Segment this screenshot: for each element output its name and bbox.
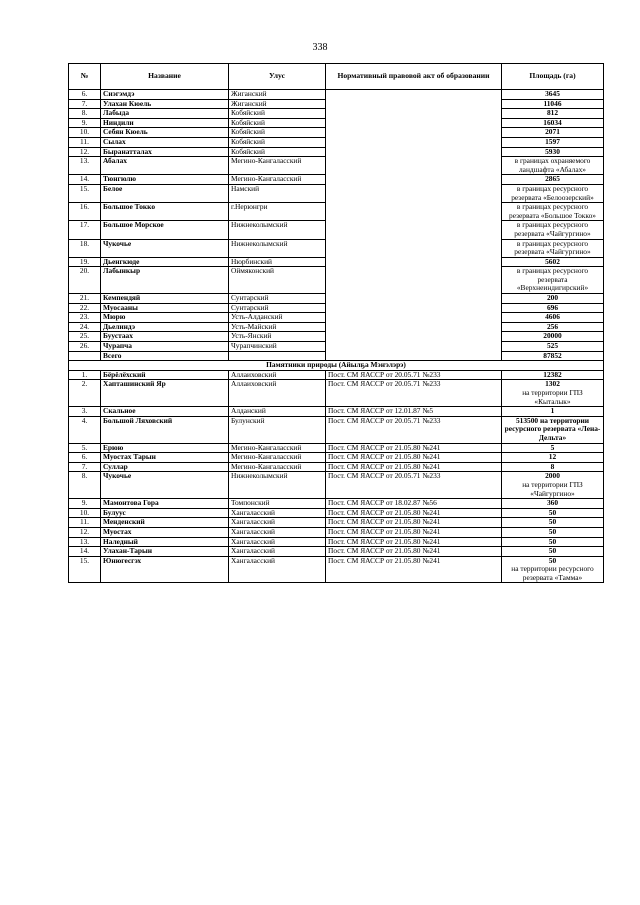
row-act: Пост. СМ ЯАССР от 21.05.80 №241 — [326, 462, 502, 472]
row-ulus: Аллаиховский — [229, 370, 326, 380]
lakes-section-body — [69, 90, 604, 361]
total-area: 87852 — [502, 351, 604, 361]
row-ulus: Усть-Янский — [229, 332, 326, 342]
row-name: Улахан-Тарын — [101, 547, 229, 557]
row-ulus: Хангаласский — [229, 527, 326, 537]
row-act: Пост. СМ ЯАССР от 20.05.71 №233 — [326, 416, 502, 443]
row-ulus: Мегино-Кангаласский — [229, 157, 326, 175]
row-area: 12 — [502, 453, 604, 463]
table-header-row — [69, 64, 604, 90]
row-number: 10. — [69, 128, 101, 138]
row-ulus: Кобяйский — [229, 118, 326, 128]
row-ulus: Чурапчинский — [229, 342, 326, 352]
row-area — [502, 380, 604, 407]
row-number: 13. — [69, 157, 101, 175]
row-name: Чукочье — [101, 472, 229, 499]
row-area: 4606 — [502, 313, 604, 323]
row-number: 19. — [69, 257, 101, 267]
row-name: Тюнгюлю — [101, 175, 229, 185]
row-name: Лабынкыр — [101, 267, 229, 294]
row-name: Мамонтова Гора — [101, 499, 229, 509]
row-area-value: 50 — [548, 556, 557, 565]
row-name: Бёрёлёхский — [101, 370, 229, 380]
row-name: Мюрю — [101, 313, 229, 323]
row-area-note: на территории ГПЗ «Кыталык» — [522, 388, 583, 406]
row-name: Менденский — [101, 518, 229, 528]
row-area: в границах охраняемого ландшафта «Абалах» — [502, 157, 604, 175]
row-number: 8. — [69, 472, 101, 499]
row-ulus: Сунтарский — [229, 294, 326, 304]
row-area: 50 — [502, 508, 604, 518]
section-title: Памятники природы (Айылҕа Мэҥэлэрэ) — [69, 361, 604, 371]
row-ulus: Мегино-Кангаласский — [229, 443, 326, 453]
row-name: Суллар — [101, 462, 229, 472]
row-area: в границах ресурсного резервата «Верхнеиндигирский» — [502, 267, 604, 294]
row-name: Дьенгкюде — [101, 257, 229, 267]
header-area: Площадь (га) — [502, 64, 604, 90]
row-act-merged — [326, 90, 502, 361]
header-act: Нормативный правовой акт об образовании — [326, 64, 502, 90]
row-name: Муосааны — [101, 303, 229, 313]
row-ulus: Сунтарский — [229, 303, 326, 313]
row-ulus: Мегино-Кангаласский — [229, 462, 326, 472]
row-name: Сылах — [101, 137, 229, 147]
row-ulus: г.Нерюнгри — [229, 203, 326, 221]
row-ulus: Усть-Алданский — [229, 313, 326, 323]
row-number: 9. — [69, 118, 101, 128]
row-name: Буустаах — [101, 332, 229, 342]
row-area: 200 — [502, 294, 604, 304]
table-row — [69, 472, 604, 499]
row-number: 10. — [69, 508, 101, 518]
table-row — [69, 380, 604, 407]
row-act: Пост. СМ ЯАССР от 21.05.80 №241 — [326, 537, 502, 547]
row-area: 696 — [502, 303, 604, 313]
row-number: 15. — [69, 184, 101, 202]
table-row — [69, 453, 604, 463]
row-ulus: Нюрбинский — [229, 257, 326, 267]
row-area: 5 — [502, 443, 604, 453]
row-ulus: Хангаласский — [229, 556, 326, 583]
row-number: 12. — [69, 147, 101, 157]
row-area: 50 — [502, 518, 604, 528]
row-act: Пост. СМ ЯАССР от 21.05.80 №241 — [326, 547, 502, 557]
row-name: Дьелиндэ — [101, 322, 229, 332]
row-ulus: Томпонский — [229, 499, 326, 509]
row-name: Белое — [101, 184, 229, 202]
row-area: 2071 — [502, 128, 604, 138]
row-name: Чурапча — [101, 342, 229, 352]
row-name: Ниндили — [101, 118, 229, 128]
row-ulus: Кобяйский — [229, 137, 326, 147]
row-act: Пост. СМ ЯАССР от 21.05.80 №241 — [326, 453, 502, 463]
row-number: 11. — [69, 137, 101, 147]
row-number: 17. — [69, 221, 101, 239]
row-ulus: Хангаласский — [229, 537, 326, 547]
table-row — [69, 407, 604, 417]
nature-reserves-table — [68, 63, 604, 583]
row-number: 6. — [69, 453, 101, 463]
row-ulus: Оймяконский — [229, 267, 326, 294]
table-row — [69, 370, 604, 380]
total-label: Всего — [101, 351, 229, 361]
row-number: 1. — [69, 370, 101, 380]
row-number: 11. — [69, 518, 101, 528]
total-empty — [69, 351, 101, 361]
row-ulus: Кобяйский — [229, 128, 326, 138]
row-area: 50 — [502, 527, 604, 537]
row-number: 21. — [69, 294, 101, 304]
table-row — [69, 462, 604, 472]
row-name: Муостах — [101, 527, 229, 537]
row-ulus: Мегино-Кангаласский — [229, 175, 326, 185]
row-act: Пост. СМ ЯАССР от 21.05.80 №241 — [326, 508, 502, 518]
row-area: в границах ресурсного резервата «Чайгургино» — [502, 239, 604, 257]
row-ulus: Хангаласский — [229, 518, 326, 528]
row-area: в границах ресурсного резервата «Чайгургино» — [502, 221, 604, 239]
row-act: Пост. СМ ЯАССР от 21.05.80 №241 — [326, 556, 502, 583]
row-area: 525 — [502, 342, 604, 352]
row-number: 18. — [69, 239, 101, 257]
row-area — [502, 472, 604, 499]
row-act: Пост. СМ ЯАССР от 20.05.71 №233 — [326, 472, 502, 499]
table-row — [69, 508, 604, 518]
row-area: 5602 — [502, 257, 604, 267]
row-ulus: Алданский — [229, 407, 326, 417]
table-row — [69, 527, 604, 537]
row-ulus: Нижнеколымский — [229, 239, 326, 257]
row-ulus: Нижнеколымский — [229, 221, 326, 239]
row-name: Наледный — [101, 537, 229, 547]
row-area: 16034 — [502, 118, 604, 128]
row-number: 3. — [69, 407, 101, 417]
table-row — [69, 90, 604, 100]
row-ulus: Намский — [229, 184, 326, 202]
row-ulus: Аллаиховский — [229, 380, 326, 407]
row-area: 513500 на территории ресурсного резервата «Лена-Дельта» — [502, 416, 604, 443]
row-area: 5930 — [502, 147, 604, 157]
row-name: Хапташинский Яр — [101, 380, 229, 407]
row-act: Пост. СМ ЯАССР от 21.05.80 №241 — [326, 443, 502, 453]
row-area: 1597 — [502, 137, 604, 147]
header-name: Название — [101, 64, 229, 90]
row-ulus: Мегино-Кангаласский — [229, 453, 326, 463]
page-number: 338 — [312, 42, 328, 53]
row-number: 16. — [69, 203, 101, 221]
row-number: 22. — [69, 303, 101, 313]
row-number: 20. — [69, 267, 101, 294]
row-area: 50 — [502, 547, 604, 557]
row-area-value: 2000 — [545, 471, 560, 481]
row-number: 5. — [69, 443, 101, 453]
row-name: Скальное — [101, 407, 229, 417]
row-ulus: Нижнеколымский — [229, 472, 326, 499]
row-area-value: 1302 — [545, 379, 560, 389]
row-name: Абалах — [101, 157, 229, 175]
table-row — [69, 499, 604, 509]
row-name: Лабыда — [101, 109, 229, 119]
row-name: Быранатталах — [101, 147, 229, 157]
row-area: 50 — [502, 537, 604, 547]
row-name: Юнюгесгэх — [101, 556, 229, 583]
row-name: Себян Кюель — [101, 128, 229, 138]
row-number: 15. — [69, 556, 101, 583]
row-name: Муостах Тарын — [101, 453, 229, 463]
row-act: Пост. СМ ЯАССР от 18.02.87 №56 — [326, 499, 502, 509]
row-name: Сиэгэмдэ — [101, 90, 229, 100]
table-row — [69, 518, 604, 528]
row-ulus: Булунский — [229, 416, 326, 443]
row-name: Булуус — [101, 508, 229, 518]
row-act: Пост. СМ ЯАССР от 20.05.71 №233 — [326, 370, 502, 380]
row-name: Ерюю — [101, 443, 229, 453]
row-ulus: Жиганский — [229, 90, 326, 100]
table-row — [69, 537, 604, 547]
row-number: 6. — [69, 90, 101, 100]
row-number: 8. — [69, 109, 101, 119]
row-area-note: на территории ресурсного резервата «Тамма» — [511, 564, 594, 582]
row-name: Кемпендяй — [101, 294, 229, 304]
section-header-row — [69, 361, 604, 371]
row-number: 9. — [69, 499, 101, 509]
row-ulus: Хангаласский — [229, 508, 326, 518]
total-ulus-empty — [229, 351, 326, 361]
row-area-note: на территории ГПЗ «Чайгургино» — [522, 479, 583, 498]
row-area: 20000 — [502, 332, 604, 342]
row-number: 14. — [69, 175, 101, 185]
row-number: 12. — [69, 527, 101, 537]
table-row — [69, 443, 604, 453]
row-area: 2865 — [502, 175, 604, 185]
header-ulus: Улус — [229, 64, 326, 90]
row-ulus: Жиганский — [229, 99, 326, 109]
row-number: 25. — [69, 332, 101, 342]
row-number: 7. — [69, 99, 101, 109]
row-number: 23. — [69, 313, 101, 323]
header-number: № — [69, 64, 101, 90]
row-ulus: Хангаласский — [229, 547, 326, 557]
row-area: в границах ресурсного резервата «Белоозерский» — [502, 184, 604, 202]
table-row — [69, 556, 604, 583]
row-number: 26. — [69, 342, 101, 352]
row-area: 11046 — [502, 99, 604, 109]
row-area: в границах ресурсного резервата «Большое Токко» — [502, 203, 604, 221]
row-number: 7. — [69, 462, 101, 472]
row-number: 2. — [69, 380, 101, 407]
row-area: 3645 — [502, 90, 604, 100]
table-row — [69, 547, 604, 557]
row-ulus: Усть-Майский — [229, 322, 326, 332]
row-area: 1 — [502, 407, 604, 417]
row-act: Пост. СМ ЯАССР от 12.01.87 №5 — [326, 407, 502, 417]
row-name: Большое Морское — [101, 221, 229, 239]
row-name: Большой Ляховский — [101, 416, 229, 443]
row-area: 812 — [502, 109, 604, 119]
row-number: 24. — [69, 322, 101, 332]
row-name: Большое Токко — [101, 203, 229, 221]
monuments-section-body — [69, 361, 604, 583]
row-area: 256 — [502, 322, 604, 332]
row-act: Пост. СМ ЯАССР от 21.05.80 №241 — [326, 527, 502, 537]
row-number: 4. — [69, 416, 101, 443]
row-ulus: Кобяйский — [229, 147, 326, 157]
row-number: 13. — [69, 537, 101, 547]
table-row — [69, 416, 604, 443]
row-area: 8 — [502, 462, 604, 472]
row-name: Чукочье — [101, 239, 229, 257]
row-name: Улахан Кюель — [101, 99, 229, 109]
row-ulus: Кобяйский — [229, 109, 326, 119]
row-area — [502, 556, 604, 583]
row-area: 360 — [502, 499, 604, 509]
row-act: Пост. СМ ЯАССР от 21.05.80 №241 — [326, 518, 502, 528]
row-number: 14. — [69, 547, 101, 557]
row-area: 12382 — [502, 370, 604, 380]
row-act: Пост. СМ ЯАССР от 20.05.71 №233 — [326, 380, 502, 407]
